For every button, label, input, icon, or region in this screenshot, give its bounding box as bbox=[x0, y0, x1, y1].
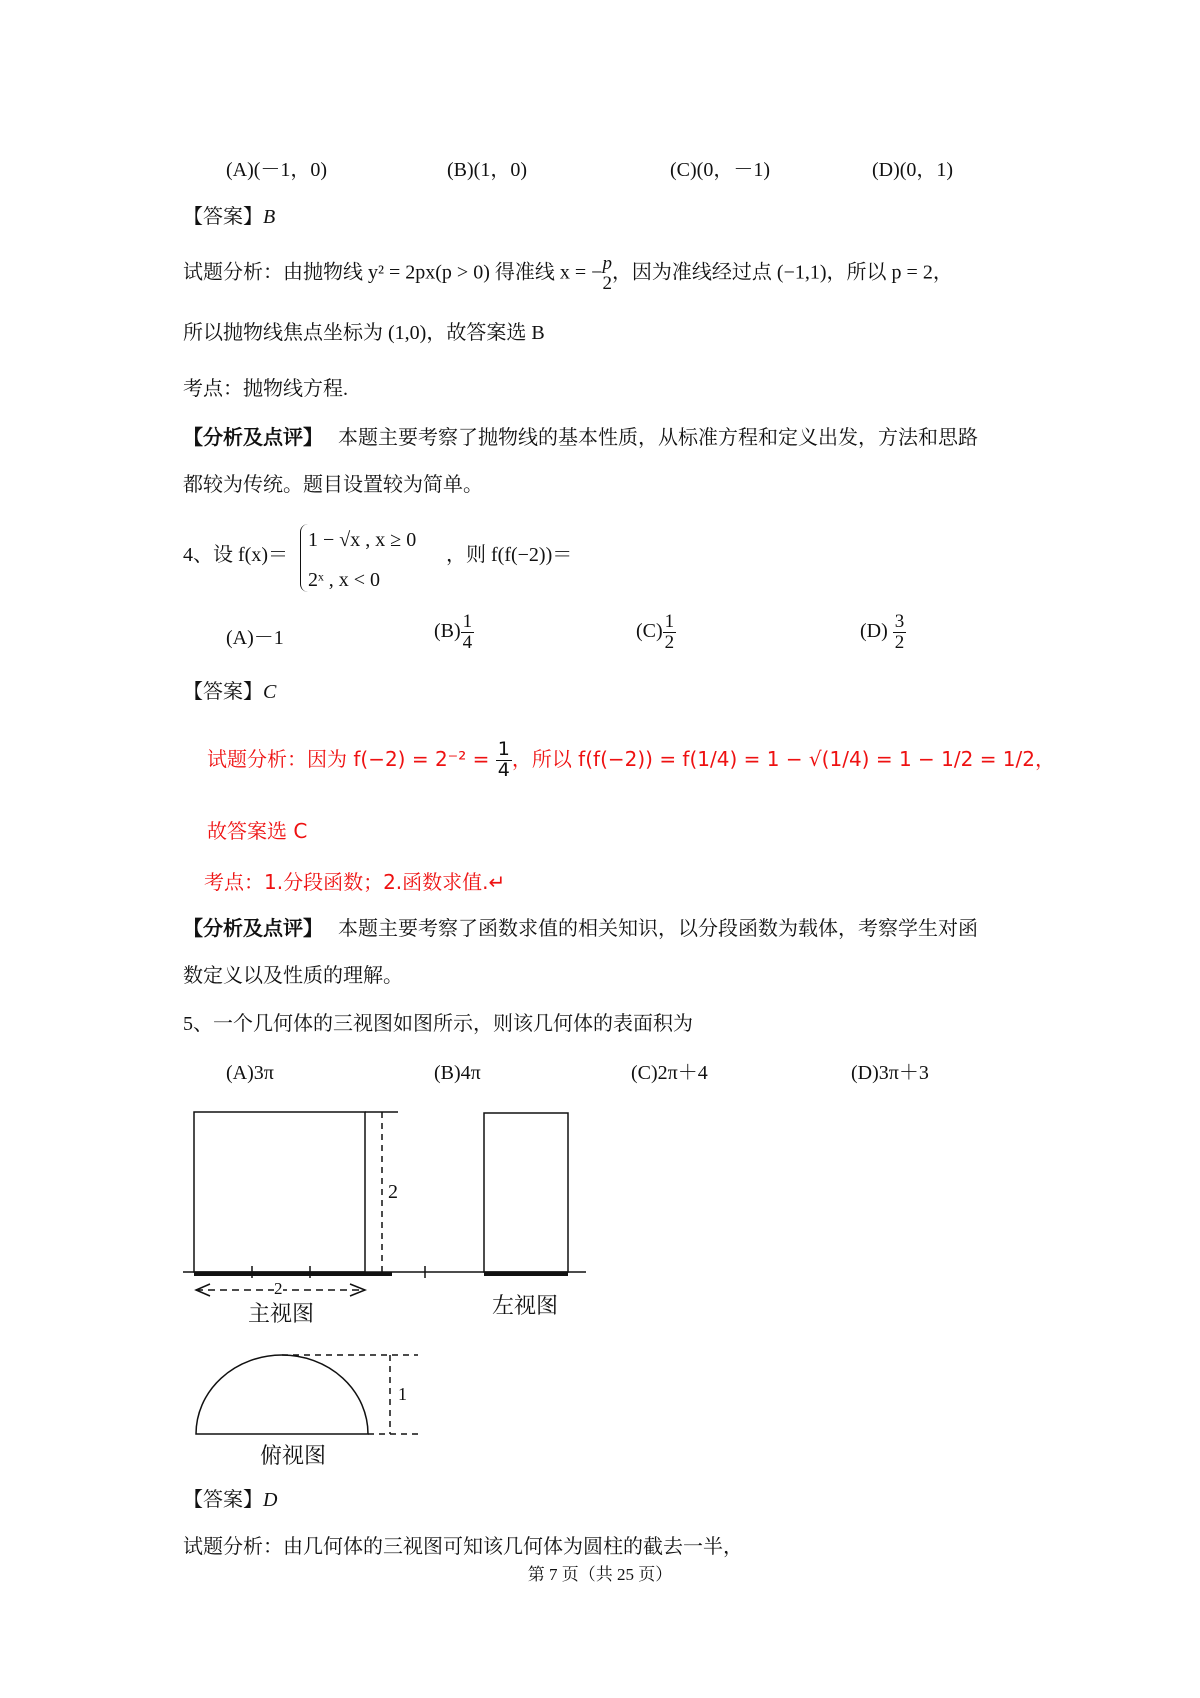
q3-option-a: (A)(－1，0) bbox=[226, 159, 328, 181]
q4-option-b: (B) $\frac{1}{4}$ bbox=[434, 611, 473, 653]
q4-analysis-2: 故答案选 C bbox=[207, 819, 308, 843]
q3-analysis-2: 所以抛物线焦点坐标为 (1,0)，故答案选 B bbox=[183, 322, 545, 344]
q3-comment-2: 都较为传统。题目设置较为简单。 bbox=[183, 474, 483, 496]
q5-analysis: 试题分析：由几何体的三视图可知该几何体为圆柱的截去一半， bbox=[183, 1536, 743, 1558]
dim-radius: 1 bbox=[398, 1384, 407, 1404]
q5-option-c: (C)2π＋4 bbox=[631, 1062, 708, 1084]
left-view-rect bbox=[484, 1113, 568, 1272]
q4-analysis: 试题分析：因为 f(−2) = 2⁻² = $\frac{1}{4}$ ，所以 f(f(−2)) = f(1/4) = 1 − √(1/4) = 1 − 1/2 = 1/2， bbox=[207, 738, 1055, 781]
top-view-label: 俯视图 bbox=[260, 1444, 327, 1469]
q4-stem: 4、设 f(x)＝ bbox=[183, 544, 288, 566]
q4-option-a: (A)－1 bbox=[226, 627, 284, 649]
left-view-label: 左视图 bbox=[492, 1294, 559, 1319]
q3-kaodian: 考点：抛物线方程. bbox=[183, 378, 348, 400]
q3-answer: 【答案】B bbox=[183, 206, 276, 228]
q3-comment: 【分析及点评】 本题主要考察了抛物线的基本性质，从标准方程和定义出发，方法和思路 bbox=[183, 427, 978, 449]
page-footer: 第 7 页（共 25 页） bbox=[527, 1565, 673, 1584]
q5-option-b: (B)4π bbox=[434, 1062, 481, 1084]
q4-option-d: (D) $\frac{3}{2}$ bbox=[860, 611, 905, 653]
dim-height: 2 bbox=[388, 1181, 398, 1203]
q5-option-a: (A)3π bbox=[226, 1062, 274, 1084]
q5-stem: 5、一个几何体的三视图如图所示，则该几何体的表面积为 bbox=[183, 1013, 693, 1035]
q4-option-c: (C) $\frac{1}{2}$ bbox=[636, 611, 675, 653]
q5-option-d: (D)3π＋3 bbox=[851, 1062, 929, 1084]
q5-answer: 【答案】D bbox=[183, 1489, 278, 1511]
q3-analysis: 试题分析：由抛物线 y² = 2px(p > 0) 得准线 x = − p 2 ，因为准线经过点 (−1,1)，所以 p = 2， bbox=[183, 253, 953, 294]
q4-kaodian: 考点：1.分段函数；2.函数求值.↵ bbox=[204, 870, 506, 894]
q4-case-2: 2ˣ , x < 0 bbox=[308, 569, 381, 591]
front-view-label: 主视图 bbox=[248, 1302, 315, 1327]
q3-option-c: (C)(0，－1) bbox=[670, 159, 770, 181]
q4-stem-b: ，则 f(f(−2))＝ bbox=[446, 544, 573, 566]
q4-comment: 【分析及点评】 本题主要考察了函数求值的相关知识，以分段函数为载体，考察学生对函 bbox=[183, 918, 978, 940]
q3-option-d: (D)(0，1) bbox=[872, 159, 954, 181]
front-view-rect bbox=[194, 1112, 365, 1272]
top-view-semicircle bbox=[196, 1355, 368, 1434]
q4-answer: 【答案】C bbox=[183, 681, 277, 703]
q4-comment-2: 数定义以及性质的理解。 bbox=[183, 965, 403, 987]
dim-width: 2 bbox=[274, 1279, 283, 1298]
q4-case-1: 1 − √x , x ≥ 0 bbox=[308, 529, 417, 551]
q3-option-b: (B)(1，0) bbox=[447, 159, 527, 181]
